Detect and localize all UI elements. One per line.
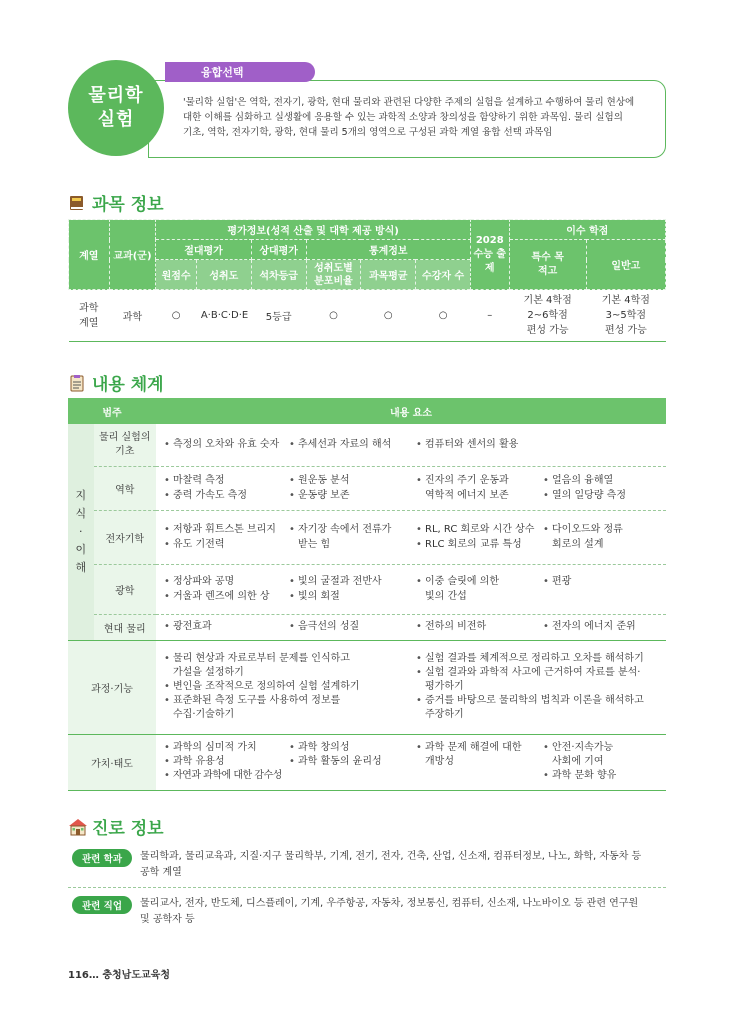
th-2028-text: 2028 수능 출제 [473, 234, 506, 274]
content-item: • 마찰력 측정 [164, 474, 289, 488]
subject-title-line1: 물리학 [88, 85, 144, 106]
th-dist [306, 260, 361, 290]
category-knowledge-text: 지식·이해 [75, 488, 87, 574]
jobs-line: 물리교사, 전자, 반도체, 디스플레이, 기계, 우주항공, 자동차, 정보통신, 컴퓨터, 신소재, 나노바이오 등 관련 연구원 [140, 898, 639, 909]
section-content-system [68, 370, 164, 395]
content-item: • 과학 유용성 [164, 755, 289, 769]
process-right [416, 652, 666, 722]
section-title: 진로 정보 [92, 819, 164, 839]
th-mean: 과목평균 [361, 260, 416, 290]
content-item: • 증거를 바탕으로 물리학의 법칙과 이론을 해석하고 [416, 694, 666, 708]
content-item: • 자기장 속에서 전류가 [289, 523, 416, 537]
content-item: • 전자의 에너지 준위 [543, 620, 663, 634]
content-item: • 유도 기전력 [164, 538, 289, 552]
content-item: • 추세선과 자료의 해석 [289, 438, 416, 452]
content-item: • 과학 활동의 윤리성 [289, 755, 416, 769]
section-subject-info [68, 190, 164, 215]
content-item: • 정상파와 공명 [164, 575, 289, 589]
td-achievement [196, 290, 251, 342]
td-general-line: 3~5학점 [605, 310, 647, 321]
content-item: • 광전효과 [164, 620, 289, 634]
content-item-cont: 회로의 설계 [552, 538, 604, 550]
td-general-line: 편성 가능 [604, 325, 647, 336]
th-raw: 원점수 [156, 260, 197, 290]
subject-title-line2: 실험 [97, 109, 135, 130]
th-stats: 통계정보 [306, 240, 470, 260]
td-general-line: 기본 4학점 [601, 295, 650, 306]
content-item: • 실험 결과를 체계적으로 정리하고 오차를 해석하기 [416, 652, 666, 666]
th-count: 수강자 수 [416, 260, 471, 290]
subject-intro [148, 80, 666, 158]
content-item: • 실험 결과와 과학적 사고에 근거하여 자료를 분석· [416, 666, 666, 680]
category-knowledge [68, 424, 94, 640]
area-items [156, 510, 666, 564]
th-field: 계열 [69, 220, 110, 290]
subject-info-table [68, 219, 666, 342]
th-achievement: 성취도 [196, 260, 251, 290]
area-name: 전자기학 [94, 510, 156, 564]
td-special-line: 기본 4학점 [523, 295, 572, 306]
th-category: 범주 [68, 398, 156, 424]
th-credit: 이수 학점 [509, 220, 665, 240]
td-dist: ○ [306, 290, 361, 342]
content-item-cont: 빛의 간섭 [425, 590, 467, 602]
values-col [416, 741, 543, 783]
subject-type-tag: 융합선택 [165, 62, 315, 82]
jobs-line: 및 공학자 등 [140, 914, 195, 925]
td-mean: ○ [361, 290, 416, 342]
th-elements: 내용 요소 [156, 398, 666, 424]
section-career-info [68, 814, 164, 839]
td-achievement-text: A·B·C·D·E [200, 310, 249, 321]
values-col [289, 741, 416, 783]
page-footer [68, 966, 170, 981]
area-items [156, 424, 666, 466]
departments-label: 관련 학과 [72, 849, 132, 867]
content-item-cont: 평가하기 [425, 681, 464, 692]
departments-line: 공학 계열 [140, 867, 182, 878]
content-item: • 컴퓨터와 센서의 활용 [416, 438, 666, 452]
content-item-cont: 가설을 설정하기 [173, 667, 244, 678]
footer-org: 충청남도교육청 [102, 970, 170, 981]
content-item: • 원운동 분석 [289, 474, 416, 488]
content-item: • 과학 창의성 [289, 741, 416, 755]
th-subject: 교과(군) [109, 220, 156, 290]
td-special-line: 2~6학점 [527, 310, 568, 321]
content-item: • 진자의 주기 운동과 [416, 474, 543, 488]
content-item: • 물리 현상과 자료로부터 문제를 인식하고 [164, 652, 416, 666]
content-item: • 안전·지속가능 [543, 741, 663, 755]
career-info [68, 845, 666, 934]
category-values: 가치·태도 [68, 734, 156, 790]
th-absolute: 절대평가 [156, 240, 251, 260]
td-rank: 5등급 [251, 290, 306, 342]
content-item: • 얼음의 융해열 [543, 474, 663, 488]
area-name [94, 424, 156, 466]
section-title: 과목 정보 [92, 195, 164, 215]
values-items [156, 734, 666, 790]
content-item: • 다이오드와 정류 [543, 523, 663, 537]
content-item: • 자연과 과학에 대한 감수성 [164, 769, 289, 783]
area-name: 역학 [94, 466, 156, 510]
content-item: • 운동량 보존 [289, 489, 416, 503]
content-item-cont: 주장하기 [425, 709, 464, 720]
section-title: 내용 체계 [92, 375, 164, 395]
jobs-text [140, 896, 666, 928]
intro-line: '물리학 실험'은 역학, 전자기, 광학, 현대 물리와 관련된 다양한 주제의 실험을 설계하고 수행하여 물리 현상에 [183, 97, 635, 108]
content-item-cont: 역학적 에너지 보존 [425, 489, 509, 501]
content-item: • 과학의 심미적 가치 [164, 741, 289, 755]
content-item: • RLC 회로의 교류 특성 [416, 538, 543, 552]
intro-line: 대한 이해를 심화하고 실생활에 응용할 수 있는 과학적 소양과 창의성을 함양하기 위한 과목임. 물리 실험의 [183, 112, 623, 123]
td-special [509, 290, 586, 342]
th-2028 [470, 220, 509, 290]
process-left [164, 652, 416, 722]
area-items [156, 564, 666, 614]
content-item: • 열의 일당량 측정 [543, 489, 663, 503]
th-dist-text: 성취도별 분포비율 [314, 262, 353, 287]
departments-line: 물리학과, 물리교육과, 지질·지구 물리학부, 기계, 전기, 전자, 건축, 산업, 신소재, 컴퓨터정보, 나노, 화학, 자동차 등 [140, 851, 642, 862]
td-2028: – [470, 290, 509, 342]
td-raw: ○ [156, 290, 197, 342]
content-item: • 음극선의 성질 [289, 620, 416, 634]
th-special [509, 240, 586, 290]
th-relative: 상대평가 [251, 240, 306, 260]
content-item: • 빛의 회절 [289, 590, 416, 604]
content-item-cont: 사회에 기여 [552, 756, 604, 767]
subject-title-badge [68, 60, 164, 156]
content-item: • 전하의 비전하 [416, 620, 543, 634]
content-item: • 빛의 굴절과 전반사 [289, 575, 416, 589]
content-item: • 거울과 렌즈에 의한 상 [164, 590, 289, 604]
content-item: • 중력 가속도 측정 [164, 489, 289, 503]
td-field-text: 과학 계열 [79, 302, 99, 329]
page-number: 116 [68, 970, 89, 981]
th-special-text: 특수 목적고 [531, 251, 564, 277]
area-items [156, 466, 666, 510]
td-subject: 과학 [109, 290, 156, 342]
content-item: • 변인을 조작적으로 정의하여 실험 설계하기 [164, 680, 416, 694]
content-system-table [68, 398, 666, 791]
career-row-departments [68, 845, 666, 887]
departments-text [140, 849, 666, 881]
td-count: ○ [416, 290, 471, 342]
career-row-jobs [68, 888, 666, 934]
td-special-line: 편성 가능 [526, 325, 569, 336]
clipboard-icon [68, 374, 86, 392]
category-process: 과정·기능 [68, 640, 156, 734]
values-col [543, 741, 663, 783]
content-item-cont: 개방성 [425, 756, 454, 767]
th-eval: 평가정보(성적 산출 및 대학 제공 방식) [156, 220, 471, 240]
content-item: • 측정의 오차와 유효 숫자 [164, 438, 289, 452]
content-item: • RL, RC 회로와 시간 상수 [416, 523, 543, 537]
content-item: • 저항과 휘트스톤 브리지 [164, 523, 289, 537]
values-col [164, 741, 289, 783]
th-general: 일반고 [586, 240, 665, 290]
content-item: • 과학 문제 해결에 대한 [416, 741, 543, 755]
content-item-cont: 받는 힘 [298, 538, 331, 550]
th-rank: 석차등급 [251, 260, 306, 290]
content-item: • 편광 [543, 575, 663, 589]
intro-line: 기초, 역학, 전자기학, 광학, 현대 물리 5개의 영역으로 구성된 과학 계열 융합 선택 과목임 [183, 127, 553, 138]
footer-separator: … [88, 970, 99, 981]
school-icon [68, 818, 86, 836]
area-name: 광학 [94, 564, 156, 614]
td-general [586, 290, 665, 342]
jobs-label: 관련 직업 [72, 896, 132, 914]
subject-header [68, 60, 668, 160]
content-item: • 이중 슬릿에 의한 [416, 575, 543, 589]
content-item: • 표준화된 측정 도구를 사용하여 정보를 [164, 694, 416, 708]
td-field [69, 290, 110, 342]
area-items [156, 614, 666, 640]
book-icon [68, 194, 86, 212]
area-name-text: 물리 실험의 기초 [99, 431, 151, 457]
process-items [156, 640, 666, 734]
area-name: 현대 물리 [94, 614, 156, 640]
content-item: • 과학 문화 향유 [543, 769, 663, 783]
content-item-cont: 수집·기술하기 [173, 709, 235, 720]
